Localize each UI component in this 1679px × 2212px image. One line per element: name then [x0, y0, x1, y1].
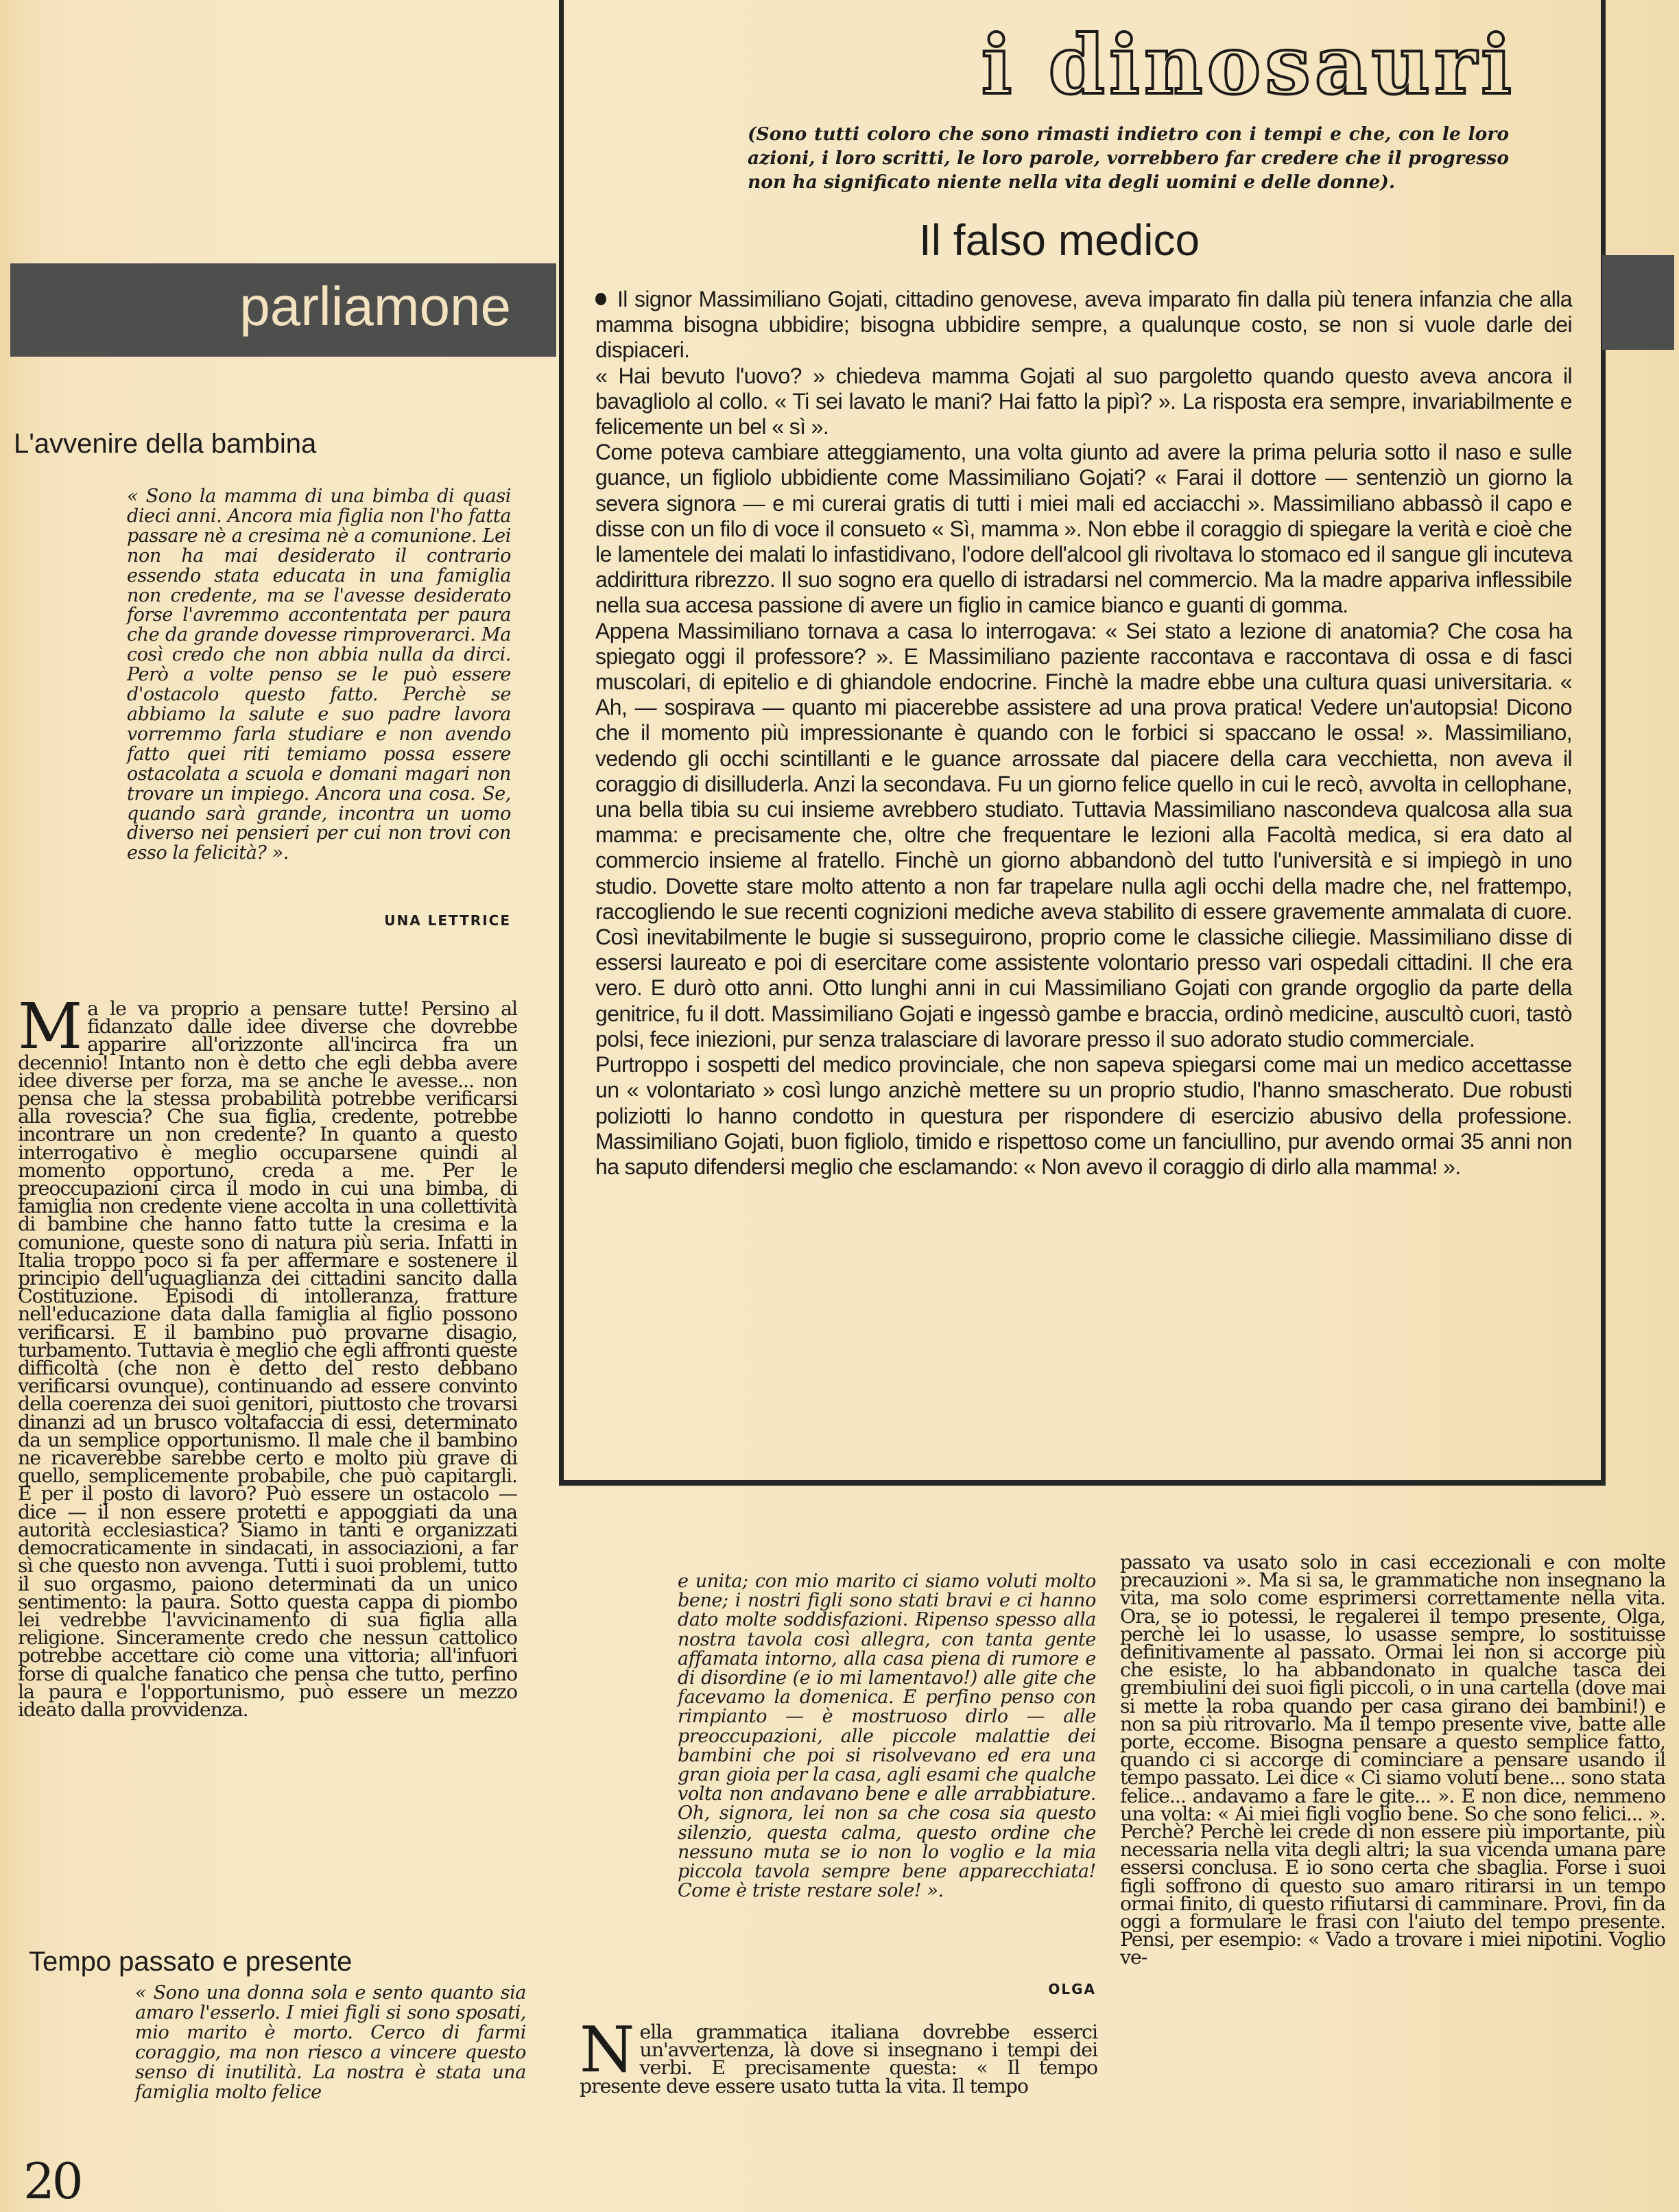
drop-cap: M: [18, 990, 82, 1063]
letter-text-continued: e unita; con mio marito ci siamo voluti molto bene; i nostri figli sono stati bravi e ci hanno dato molte soddisfazioni. Ripenso spesso alla nostra tavola così allegra, con tanta gente affamata intorno, alla casa piena di rumore e di disordine (e io mi lamentavo!) alle gite che facevamo la domenica. E perfino penso con rimpianto — è mostruoso dirlo — alle preoccupazioni, alle piccole malattie dei bambini che poi si risolvevano ed era una gran gioia per la casa, agli esami che qualche volta non andavano bene e alle arrabbiature. Oh, signora, lei non sa che cosa sia questo silenzio, questa calma, questo ordine che nessuno muta se io non lo voglio e la mia piccola tavola sempre bene apparecchiata! Come è triste restare sole! ».: [678, 1571, 1096, 1902]
letter-text: « Sono una donna sola e sento quanto sia amaro l'esserlo. I miei figli si sono sposati, mio marito è morto. Cerco di farmi coraggio, ma non riesco a vincere questo senso di inutilità. La nostra è stata una famiglia molto felice: [135, 1982, 526, 2103]
article-heading: Il falso medico: [919, 215, 1200, 265]
article-paragraph: Purtroppo i sospetti del medico provinciale, che non sapeva spiegarsi come mai un medico accettasse un « volontariato » così lungo anzichè mettere su un proprio studio, l'hanno smascherato. Due robusti poliziotti lo hanno condotto in questura per rispondere di esercizio abusivo della professione. Massimiliano Gojati, buon figliolo, timido e rispettoso come un fanciullino, pur avendo ormai 35 anni non ha saputo difendersi meglio che esclamando: « Non avevo il coraggio di dirlo alla mamma! ».: [595, 1052, 1572, 1179]
drop-cap: N: [580, 2013, 634, 2086]
article-paragraph: Appena Massimiliano tornava a casa lo interrogava: « Sei stato a lezione di anatomia? Che cosa ha spiegato oggi il professore? ». E Massimiliano paziente raccontava e raccontava di ossa e di fasci muscolari, di epitelio e di ghiandole endocrine. Finchè la madre ebbe una cultura quasi universitaria. « Ah, — sospirava — quanto mi piacerebbe assistere ad una prova pratica! Vedere un'autopsia! Dicono che il momento più impressionante è quando con le forbici si spaccano le ossa! ». Massimiliano, vedendo gli occhi scintillanti e le guance arrossate dal piacere della cara vecchietta, non aveva il coraggio di disilluderla. Anzi la secondava. Fu un giorno felice quello in cui le recò, avvolta in cellophane, una bella tibia su cui insieme avrebbero studiato. Tuttavia Massimiliano nascondeva qualcosa alla sua mamma: e precisamente che, oltre che frequentare le lezioni alla Facoltà medica, si era dato al commercio insieme al fratello. Finchè un giorno abbandonò del tutto l'università e si impiegò in uno studio. Dovette stare molto attento a non far trapelare nulla agli occhi della madre che, nel frattempo, raccogliendo le sue recenti cognizioni mediche aveva stabilito di essere gravemente ammalata di cuore. Così inevitabilmente le bugie si susseguirono, proprio come le classiche ciliegie. Massimiliano disse di essersi laureato e poi di esercitare come assistente volontario presso vari ospedali cittadini. Il che era vero. E durò otto anni. Otto lunghi anni in cui Massimiliano Gojati con grande orgoglio da parte della genitrice, fu il dott. Massimiliano Gojati e ingessò gambe e braccia, ordinò medicine, auscultò cuori, tastò polsi, fece iniezioni, pur senza tralasciare di lavorare presso il suo adorato studio commerciale.: [595, 618, 1572, 1051]
reply-text: Ma le va proprio a pensare tutte! Persino al fidanzato dalle idee diverse che dovrebbe apparire all'orizzonte all'incirca fra un decennio! Intanto non è detto che egli debba avere idee diverse per forza, ma se anche le avesse... non pensa che la stessa probabilità potrebbe verificarsi alla rovescia? Che sua figlia, credente, potrebbe incontrare un non credente? In quanto a questo interrogativo è meglio occuparsene quindi al momento opportuno, creda a me. Per le preoccupazioni circa il modo in cui una bimba, di famiglia non credente viene accolta in una collettività di bambine che hanno fatto tutte la cresima e la comunione, queste sono di natura più seria. Infatti in Italia troppo poco si fa per affermare e sostenere il principio dell'uguaglianza dei cittadini sancito dalla Costituzione. Episodi di intolleranza, fratture nell'educazione data dalla famiglia al figlio possono verificarsi. E il bambino può provarne disagio, turbamento. Tuttavia è meglio che egli affronti queste difficoltà (che non è detto del resto debbano verificarsi ovunque), continuando ad essere convinto della coerenza dei suoi genitori, piuttosto che trovarsi dinanzi ad un brusco voltafaccia di essi, determinato da un semplice opportunismo. Il male che il bambino ne ricaverebbe sarebbe certo e molto più grave di quello, semplicemente probabile, che può capitargli. E per il posto di lavoro? Può essere un ostacolo — dice — il non essere protetti e appoggiati da una autorità ecclesiastica? Siamo in tanti e organizzati democraticamente in sindacati, in associazioni, a far sì che questo non avvenga. Tutti i suoi problemi, tutto il suo orgasmo, paiono determinati da un unico sentimento: la paura. Sotto questa cappa di piombo lei vedrebbe l'avvicinamento di sua figlia alla religione. Sinceramente credo che nessun cattolico potrebbe accettare ciò come una vittoria; all'infuori forse di qualche fanatico che pensa che tutto, perfino la paura e l'opportunismo, può essere un mezzo ideato dalla provvidenza.: [18, 990, 517, 1721]
section-title-parliamone: parliamone: [239, 276, 511, 337]
reply-text: Nella grammatica italiana dovrebbe esserci un'avvertenza, là dove si insegnano i tempi dei verbi. E precisamente questa: « Il tempo presente deve essere usato tutta la vita. Il tempo: [580, 2013, 1097, 2097]
section-banner-edge: [1602, 255, 1674, 350]
bullet-icon: [595, 293, 606, 305]
letter-text: « Sono la mamma di una bimba di quasi dieci anni. Ancora mia figlia non l'ho fatta passare nè a cresima nè a comunione. Lei non ha mai desiderato il contrario essendo stata educata in una famiglia non credente, ma se l'avesse desiderato forse l'avremmo accontentata per paura che da grande dovesse rimproverarci. Ma così credo che non abbia nulla da dirci. Però a volte penso se le può essere d'ostacolo questo fatto. Perchè se abbiamo la salute e suo padre lavora vorremmo farla studiare e non avendo fatto quei riti temiamo possa essere ostacolata a scuola e domani magari non trovare un impiego. Ancora una cosa. Se, quando sarà grande, incontra un uomo diverso nei pensieri per cui non trovi con esso la felicità? ».: [127, 486, 511, 864]
letter-signature: OLGA: [1048, 1981, 1096, 1997]
letter-heading: Tempo passato e presente: [29, 1947, 353, 1977]
reply-text-continued: passato va usato solo in casi eccezionali e con molte precauzioni ». Ma si sa, le grammatiche non insegnano la vita, ma solo come esprimersi correttamente nella vita. Ora, se io potessi, le regalerei il tempo presente, Olga, perchè lei lo usasse, lo usasse sempre, lo sostituisse definitivamente al passato. Ormai lei non si accorge più che esiste, lo ha abbandonato in qualche tasca dei grembiulini dei suoi figli piccoli, o in una cartella (dove mai si mette la roba quando per casa girano dei bambini!) e non sa più ritrovarlo. Ma il tempo presente vive, batte alle porte, eccome. Bisogna pensare a questo semplice fatto, quando ci si accorge di cominciare a pensare usando il tempo passato. Lei dice « Ci siamo voluti bene... sono stata felice... andavamo a fare le gite... ». E non dice, nemmeno una volta: « Ai miei figli voglio bene. So che sono felici... ». Perchè? Perchè lei crede di non essere più importante, più necessaria nella vita degli altri; la sua vicenda umana pare essersi conclusa. E io sono certa che sbaglia. Forse i suoi figli soffrono di questo suo amaro ritirarsi in un tempo ormai finito, di questo rifiutarsi di camminare. Provi, fin da oggi a formulare le frasi con l'aiuto del tempo presente. Pensi, per esempio: « Vado a trovare i miei nipotini. Voglio ve-: [1120, 1551, 1665, 1969]
article-paragraph: Come poteva cambiare atteggiamento, una volta giunto ad avere la prima peluria sotto il naso e sulle guance, un figliolo ubbidiente come Massimiliano Gojati? « Farai il dottore — sentenziò un giorno la severa signora — e mi curerai gratis di tutti i miei mali ed acciacchi ». Massimiliano abbassò il capo e disse con un filo di voce il consueto « Sì, mamma ». Non ebbe il coraggio di spiegare la verità e cioè che le lamentele dei malati lo infastidivano, l'odore dell'alcool gli rivoltava lo stomaco ed il sangue gli incuteva addirittura ribrezzo. Il suo sogno era quello di istradarsi nel commercio. Ma la madre appariva inflessibile nella sua accesa passione di avere un figlio in camice bianco e guanti di gomma.: [595, 440, 1572, 618]
column-title-i-dinosauri: i dinosauri: [981, 17, 1516, 112]
article-paragraph: « Hai bevuto l'uovo? » chiedeva mamma Gojati al suo pargoletto quando questo aveva ancora il bavagliolo al collo. « Ti sei lavato le mani? Hai fatto la pipì? ». La risposta era sempre, invariabilmente e felicemente un bel « sì ».: [595, 363, 1572, 440]
column-intro: (Sono tutti coloro che sono rimasti indietro con i tempi e che, con le loro azioni, i loro scritti, le loro parole, vorrebbero far credere che il progresso non ha significato niente nella vita degli uomini e delle donne).: [748, 123, 1509, 193]
letter-heading: L'avvenire della bambina: [14, 429, 317, 459]
letter-signature: UNA LETTRICE: [384, 912, 511, 929]
article-body: [595, 287, 1572, 1180]
page-number: 20: [23, 2152, 81, 2210]
article-paragraph: Il signor Massimiliano Gojati, cittadino genovese, aveva imparato fin dalla più tenera infanzia che alla mamma bisogna ubbidire; bisogna ubbidire sempre, a qualunque costo, se non si vuole darle dei dispiaceri.: [595, 287, 1572, 363]
